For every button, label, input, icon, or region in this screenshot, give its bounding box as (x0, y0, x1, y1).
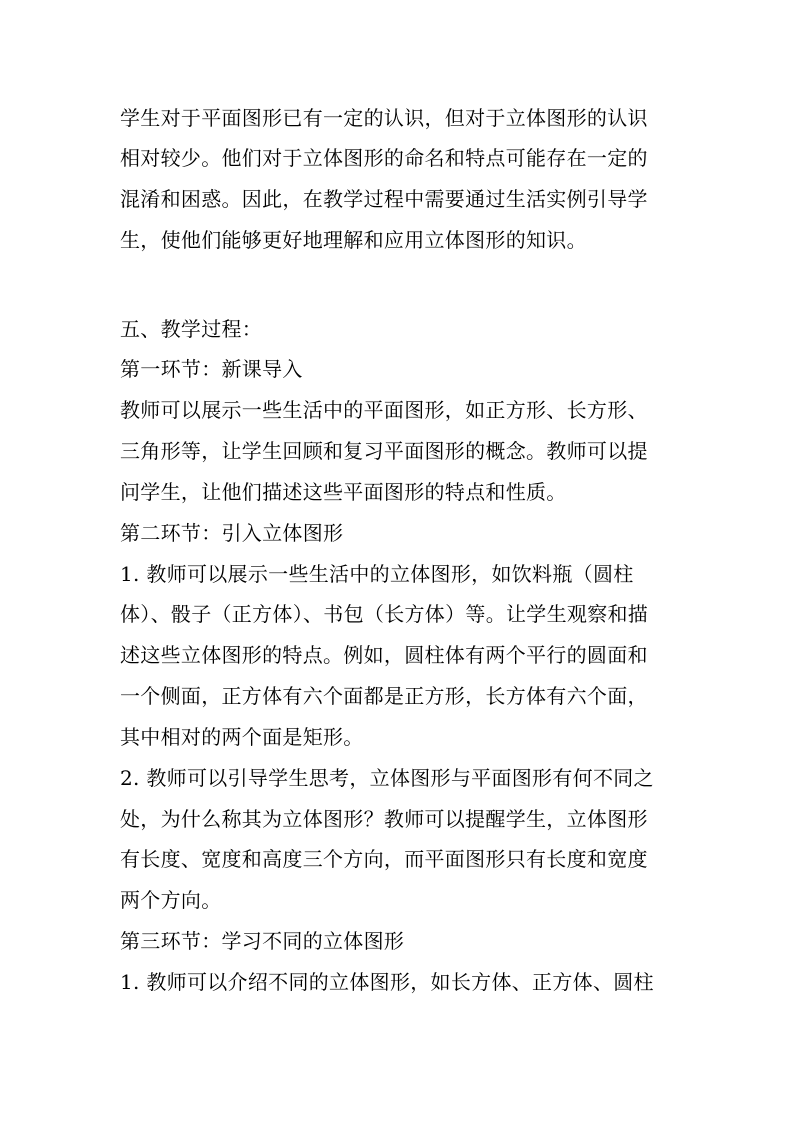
paragraph-line: 教师可以展示一些生活中的平面图形，如正方形、长方形、 (120, 398, 648, 422)
paragraph-line: 学生对于平面图形已有一定的认识，但对于立体图形的认识 (120, 106, 648, 130)
list-item-line: 体）、骰子（正方体）、书包（长方体）等。让学生观察和描 (120, 602, 649, 626)
paragraph-line: 三角形等，让学生回顾和复习平面图形的概念。教师可以提 (120, 439, 648, 463)
step-3-heading: 第三环节：学习不同的立体图形 (120, 929, 405, 953)
paragraph-line: 问学生，让他们描述这些平面图形的特点和性质。 (120, 480, 567, 504)
paragraph-line: 相对较少。他们对于立体图形的命名和特点可能存在一定的 (120, 146, 648, 170)
list-item-line: 一个侧面，正方体有六个面都是正方形，长方体有六个面， (120, 684, 648, 708)
list-item-line: 其中相对的两个面是矩形。 (120, 725, 364, 749)
list-item-line: 1. 教师可以展示一些生活中的立体图形，如饮料瓶（圆柱 (120, 562, 634, 586)
list-item-line: 1. 教师可以介绍不同的立体图形，如长方体、正方体、圆柱 (120, 970, 654, 994)
list-item-line: 处，为什么称其为立体图形？教师可以提醒学生，立体图形 (120, 807, 648, 831)
list-item-line: 2. 教师可以引导学生思考，立体图形与平面图形有何不同之 (120, 766, 654, 790)
step-1-heading: 第一环节：新课导入 (120, 357, 303, 381)
step-2-heading: 第二环节：引入立体图形 (120, 521, 344, 545)
list-item-line: 两个方向。 (120, 888, 222, 912)
paragraph-line: 混淆和困惑。因此，在教学过程中需要通过生活实例引导学 (120, 187, 648, 211)
list-item-line: 有长度、宽度和高度三个方向，而平面图形只有长度和宽度 (120, 847, 648, 871)
section-heading: 五、教学过程： (120, 317, 263, 341)
list-item-line: 述这些立体图形的特点。例如，圆柱体有两个平行的圆面和 (120, 643, 648, 667)
paragraph-line: 生，使他们能够更好地理解和应用立体图形的知识。 (120, 228, 587, 252)
